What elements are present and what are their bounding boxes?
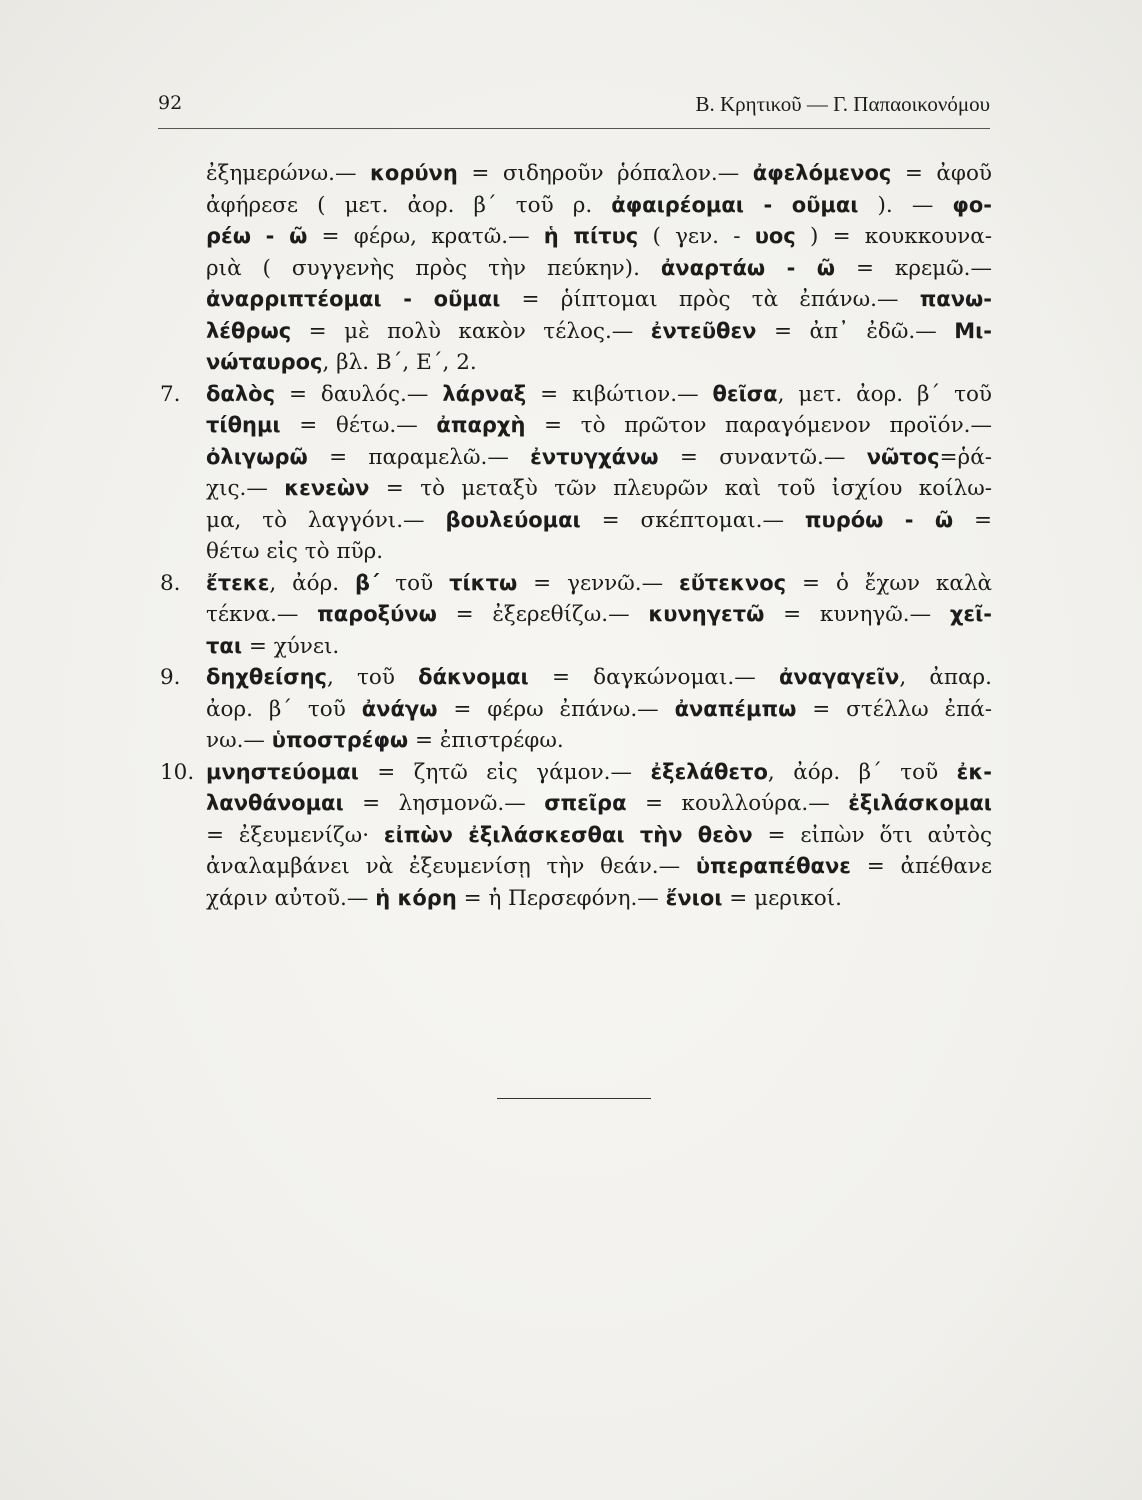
- gloss-text: = κιβώτιον.—: [526, 381, 713, 407]
- headword: ἐντυγχάνω: [530, 444, 659, 469]
- gloss-text: = φέρω ἐπάνω.—: [437, 696, 675, 722]
- gloss-text: , ἀόρ. β΄ τοῦ: [767, 759, 957, 785]
- text-line: [160, 725, 992, 757]
- headword: ρέω - ῶ: [206, 224, 308, 248]
- gloss-text: = στέλλω ἐπά-: [796, 696, 992, 722]
- gloss-text: = μερικοί.: [722, 885, 842, 911]
- gloss-text: = ὁ ἔχων καλὰ: [786, 570, 992, 596]
- gloss-text: =ῥά-: [939, 444, 992, 470]
- headword: ἀπαρχὴ: [436, 413, 526, 437]
- text-line: [160, 788, 992, 820]
- headword: κυνηγετῶ: [648, 602, 765, 626]
- headword: βουλεύομαι: [445, 507, 581, 532]
- gloss-text: ) = κουκκουνα-: [795, 224, 992, 249]
- gloss-text: = ἐπιστρέφω.: [408, 728, 564, 753]
- headword: τίθημι: [206, 413, 281, 437]
- gloss-text: θέτω εἰς τὸ πῦρ.: [206, 539, 384, 564]
- header-rule: [158, 128, 990, 129]
- headword: παροξύνω: [317, 602, 437, 626]
- gloss-text: τοῦ: [379, 570, 450, 596]
- entry-number: 10.: [160, 759, 195, 785]
- gloss-text: χάριν αὐτοῦ.—: [206, 885, 376, 911]
- gloss-text: ριὰ ( συγγενὴς πρὸς τὴν πεύκην).: [206, 255, 661, 281]
- gloss-text: = δαγκώνομαι.—: [528, 665, 779, 690]
- text-line: [160, 505, 992, 537]
- gloss-text: = ἀπ᾽ ἐδῶ.—: [756, 318, 955, 344]
- headword: ἡ κόρη: [375, 885, 457, 910]
- headword: ὑποστρέφω: [271, 728, 409, 752]
- gloss-text: = κρεμῶ.—: [835, 255, 992, 281]
- gloss-text: = σκέπτομαι.—: [580, 507, 805, 533]
- headword: ὑπεραπέθανε: [695, 854, 851, 878]
- gloss-text: = μὲ πολὺ κακὸν τέλος.—: [291, 318, 651, 344]
- text-line: [160, 536, 992, 568]
- headword: ἐκ-: [956, 759, 992, 784]
- headword: κενεὼν: [284, 476, 370, 500]
- gloss-text: = λησμονῶ.—: [343, 791, 545, 816]
- headword: λανθάνομαι: [206, 791, 344, 815]
- gloss-text: , ἀπαρ.: [899, 665, 992, 690]
- headword: δηχθείσης: [206, 665, 327, 689]
- gloss-text: = ἐξευμενίζω·: [206, 822, 384, 848]
- gloss-text: = ἀπέθανε: [850, 854, 992, 879]
- text-line: [160, 694, 992, 726]
- text-line: [160, 158, 992, 190]
- gloss-text: = φέρω, κρατῶ.—: [307, 224, 544, 249]
- gloss-text: ἀορ. β΄ τοῦ: [206, 696, 362, 722]
- gloss-text: , τοῦ: [326, 665, 419, 690]
- gloss-text: = χύνει.: [242, 633, 340, 659]
- text-line: [160, 284, 992, 316]
- text-line: [160, 568, 992, 600]
- page-number: 92: [158, 92, 183, 114]
- text-line: [160, 662, 992, 694]
- gloss-text: = παραμελῶ.—: [307, 444, 531, 470]
- headword: ἔνιοι: [665, 885, 723, 910]
- headword: ἀναρριπτέομαι - οῦμαι: [206, 287, 501, 311]
- entry-number: 7.: [160, 381, 181, 407]
- headword: δαλὸς: [206, 381, 276, 406]
- text-line: [160, 631, 992, 663]
- headword: κορύνη: [370, 161, 458, 185]
- headword: ἀναγαγεῖν: [778, 665, 900, 689]
- headword: χεῖ-: [949, 602, 992, 626]
- headword: εὔτεκνος: [679, 570, 787, 595]
- text-line: [160, 757, 992, 789]
- text-line: [160, 221, 992, 253]
- gloss-text: = γεννῶ.—: [517, 570, 680, 596]
- gloss-text: , ἀόρ.: [269, 570, 356, 596]
- page-header: [158, 92, 990, 128]
- gloss-text: χις.—: [206, 476, 285, 501]
- gloss-text: ἐξημερώνω.—: [206, 161, 370, 186]
- text-line: [160, 851, 992, 883]
- headword: ἀφαιρέομαι - οῦμαι: [611, 192, 859, 217]
- gloss-text: = σιδηροῦν ῥόπαλον.—: [457, 161, 753, 186]
- headword: Μι-: [954, 318, 992, 343]
- gloss-text: = τὸ μεταξὺ τῶν πλευρῶν καὶ τοῦ ἰσχίου κοίλω-: [369, 476, 992, 501]
- headword: ἀνάγω: [361, 696, 438, 721]
- gloss-text: = ἀφοῦ: [891, 161, 992, 186]
- headword: μνηστεύομαι: [206, 759, 359, 784]
- headword: σπεῖρα: [544, 791, 627, 815]
- headword: πυρόω - ῶ: [804, 507, 954, 532]
- headword: ἐντεῦθεν: [650, 318, 757, 343]
- text-line: [160, 410, 992, 442]
- gloss-text: ( γεν. -: [638, 224, 755, 249]
- gloss-text: = τὸ πρῶτον παραγόμενον προϊόν.—: [525, 413, 992, 438]
- text-line: [160, 316, 992, 348]
- headword: ἔτεκε: [206, 570, 270, 595]
- gloss-text: = κυνηγῶ.—: [764, 602, 950, 627]
- gloss-text: = ἐξερεθίζω.—: [436, 602, 649, 627]
- text-line: [160, 883, 992, 915]
- gloss-text: ἀφήρεσε ( μετ. ἀορ. β΄ τοῦ ρ.: [206, 192, 612, 218]
- text-line: [160, 599, 992, 631]
- headword: ὀλιγωρῶ: [206, 444, 308, 469]
- gloss-text: = εἰπὼν ὅτι αὐτὸς: [752, 822, 992, 848]
- entry-number: 9.: [160, 665, 181, 690]
- text-line: [160, 442, 992, 474]
- gloss-text: =: [953, 507, 992, 533]
- gloss-text: ). —: [858, 192, 953, 218]
- gloss-text: = θέτω.—: [280, 413, 437, 438]
- headword: φο-: [952, 192, 992, 217]
- gloss-text: ἀναλαμβάνει νὰ ἐξευμενίσῃ τὴν θεάν.—: [206, 854, 696, 879]
- gloss-text: = συναντῶ.—: [658, 444, 867, 470]
- text-line: [160, 253, 992, 285]
- headword: νώταυρος: [206, 350, 323, 374]
- headword: ἀφελόμενος: [752, 161, 892, 185]
- running-head: Β. Κρητικοῦ — Γ. Παπαοικονόμου: [695, 92, 990, 116]
- glossary-body: [160, 158, 992, 914]
- gloss-text: νω.—: [206, 728, 272, 753]
- headword: λάρναξ: [442, 381, 527, 406]
- gloss-text: = ἡ Περσεφόνη.—: [456, 885, 666, 911]
- headword: β΄: [355, 570, 380, 595]
- headword: ἐξιλάσκομαι: [848, 791, 992, 815]
- headword: ἀναρτάω - ῶ: [660, 255, 835, 280]
- text-line: [160, 190, 992, 222]
- headword: ἡ πίτυς: [543, 224, 639, 248]
- headword: πανω-: [919, 287, 992, 311]
- headword: θεῖσα: [712, 381, 778, 406]
- end-rule: [497, 1098, 651, 1099]
- headword: λέθρως: [206, 318, 292, 343]
- gloss-text: = κουλλούρα.—: [626, 791, 849, 816]
- entry-number: 8.: [160, 570, 181, 596]
- text-line: [160, 379, 992, 411]
- gloss-text: = ῥίπτομαι πρὸς τὰ ἐπάνω.—: [500, 287, 920, 312]
- text-line: [160, 820, 992, 852]
- gloss-text: τέκνα.—: [206, 602, 318, 627]
- gloss-text: = ζητῶ εἰς γάμον.—: [358, 759, 651, 785]
- headword: ἀναπέμπω: [674, 696, 797, 721]
- headword: εἰπὼν ἐξιλάσκεσθαι τὴν θεὸν: [383, 822, 753, 847]
- gloss-text: = δαυλός.—: [275, 381, 443, 407]
- text-line: [160, 473, 992, 505]
- headword: υος: [754, 224, 796, 248]
- gloss-text: , μετ. ἀορ. β΄ τοῦ: [777, 381, 992, 407]
- gloss-text: , βλ. Β΄, Ε΄, 2.: [322, 350, 477, 375]
- headword: ται: [206, 633, 243, 658]
- headword: τίκτω: [449, 570, 518, 595]
- headword: νῶτος: [866, 444, 940, 469]
- headword: ἐξελάθετο: [650, 759, 768, 784]
- headword: δάκνομαι: [418, 665, 529, 689]
- text-line: [160, 347, 992, 379]
- gloss-text: μα, τὸ λαγγόνι.—: [206, 507, 446, 533]
